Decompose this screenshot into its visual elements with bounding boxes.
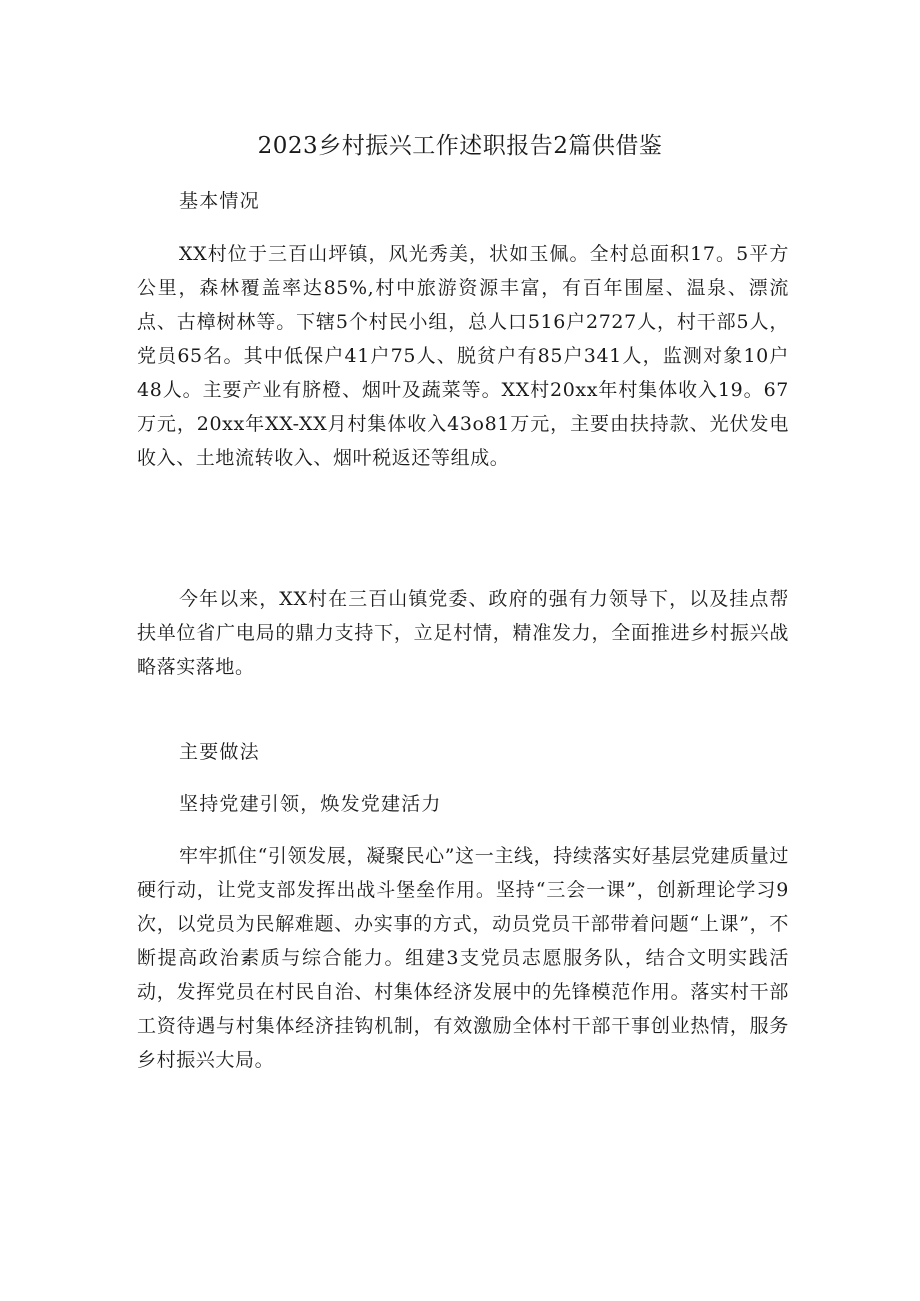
section-heading-main <box>137 735 789 769</box>
paragraph-basic-info <box>137 237 789 475</box>
section-heading-basic <box>137 184 789 218</box>
subsection-heading-party <box>137 787 789 821</box>
heading-basic-text: 基本情况 <box>179 190 260 212</box>
paragraph-1-text: XX村位于三百山坪镇，风光秀美，状如玉佩。全村总面积17。5平方公里，森林覆盖率达85%,村中旅游资源丰富，有百年围屋、温泉、漂流点、古樟树林等。下辖5个村民小组，总人口516户2727人，村干部5人，党员65名。其中低保户41户75人、脱贫户有85户341人，监测对象10户48人。主要产业有脐橙、烟叶及蔬菜等。XX村20xx年村集体收入19。67万元，20xx年XX-XX月村集体收入43o81万元，主要由扶持款、光伏发电收入、土地流转收入、烟叶税返还等组成。 <box>137 243 789 469</box>
paragraph-party-building <box>137 839 789 1077</box>
paragraph-2-text: 今年以来，XX村在三百山镇党委、政府的强有力领导下，以及挂点帮扶单位省广电局的鼎力支持下，立足村情，精准发力，全面推进乡村振兴战略落实落地。 <box>137 588 789 678</box>
paragraph-overview <box>137 582 789 684</box>
paragraph-3-text: 牢牢抓住“引领发展，凝聚民心”这一主线，持续落实好基层党建质量过硬行动，让党支部发挥出战斗堡垒作用。坚持“三会一课”，创新理论学习9次，以党员为民解难题、办实事的方式，动员党员干部带着问题“上课”，不断提高政治素质与综合能力。组建3支党员志愿服务队，结合文明实践活动，发挥党员在村民自治、村集体经济发展中的先锋模范作用。落实村干部工资待遇与村集体经济挂钩机制，有效激励全体村干部干事创业热情，服务乡村振兴大局。 <box>137 845 789 1071</box>
document-title: 2023乡村振兴工作述职报告2篇供借鉴 <box>257 133 663 159</box>
heading-main-text: 主要做法 <box>179 741 260 763</box>
heading-sub-text: 坚持党建引领，焕发党建活力 <box>179 793 442 815</box>
